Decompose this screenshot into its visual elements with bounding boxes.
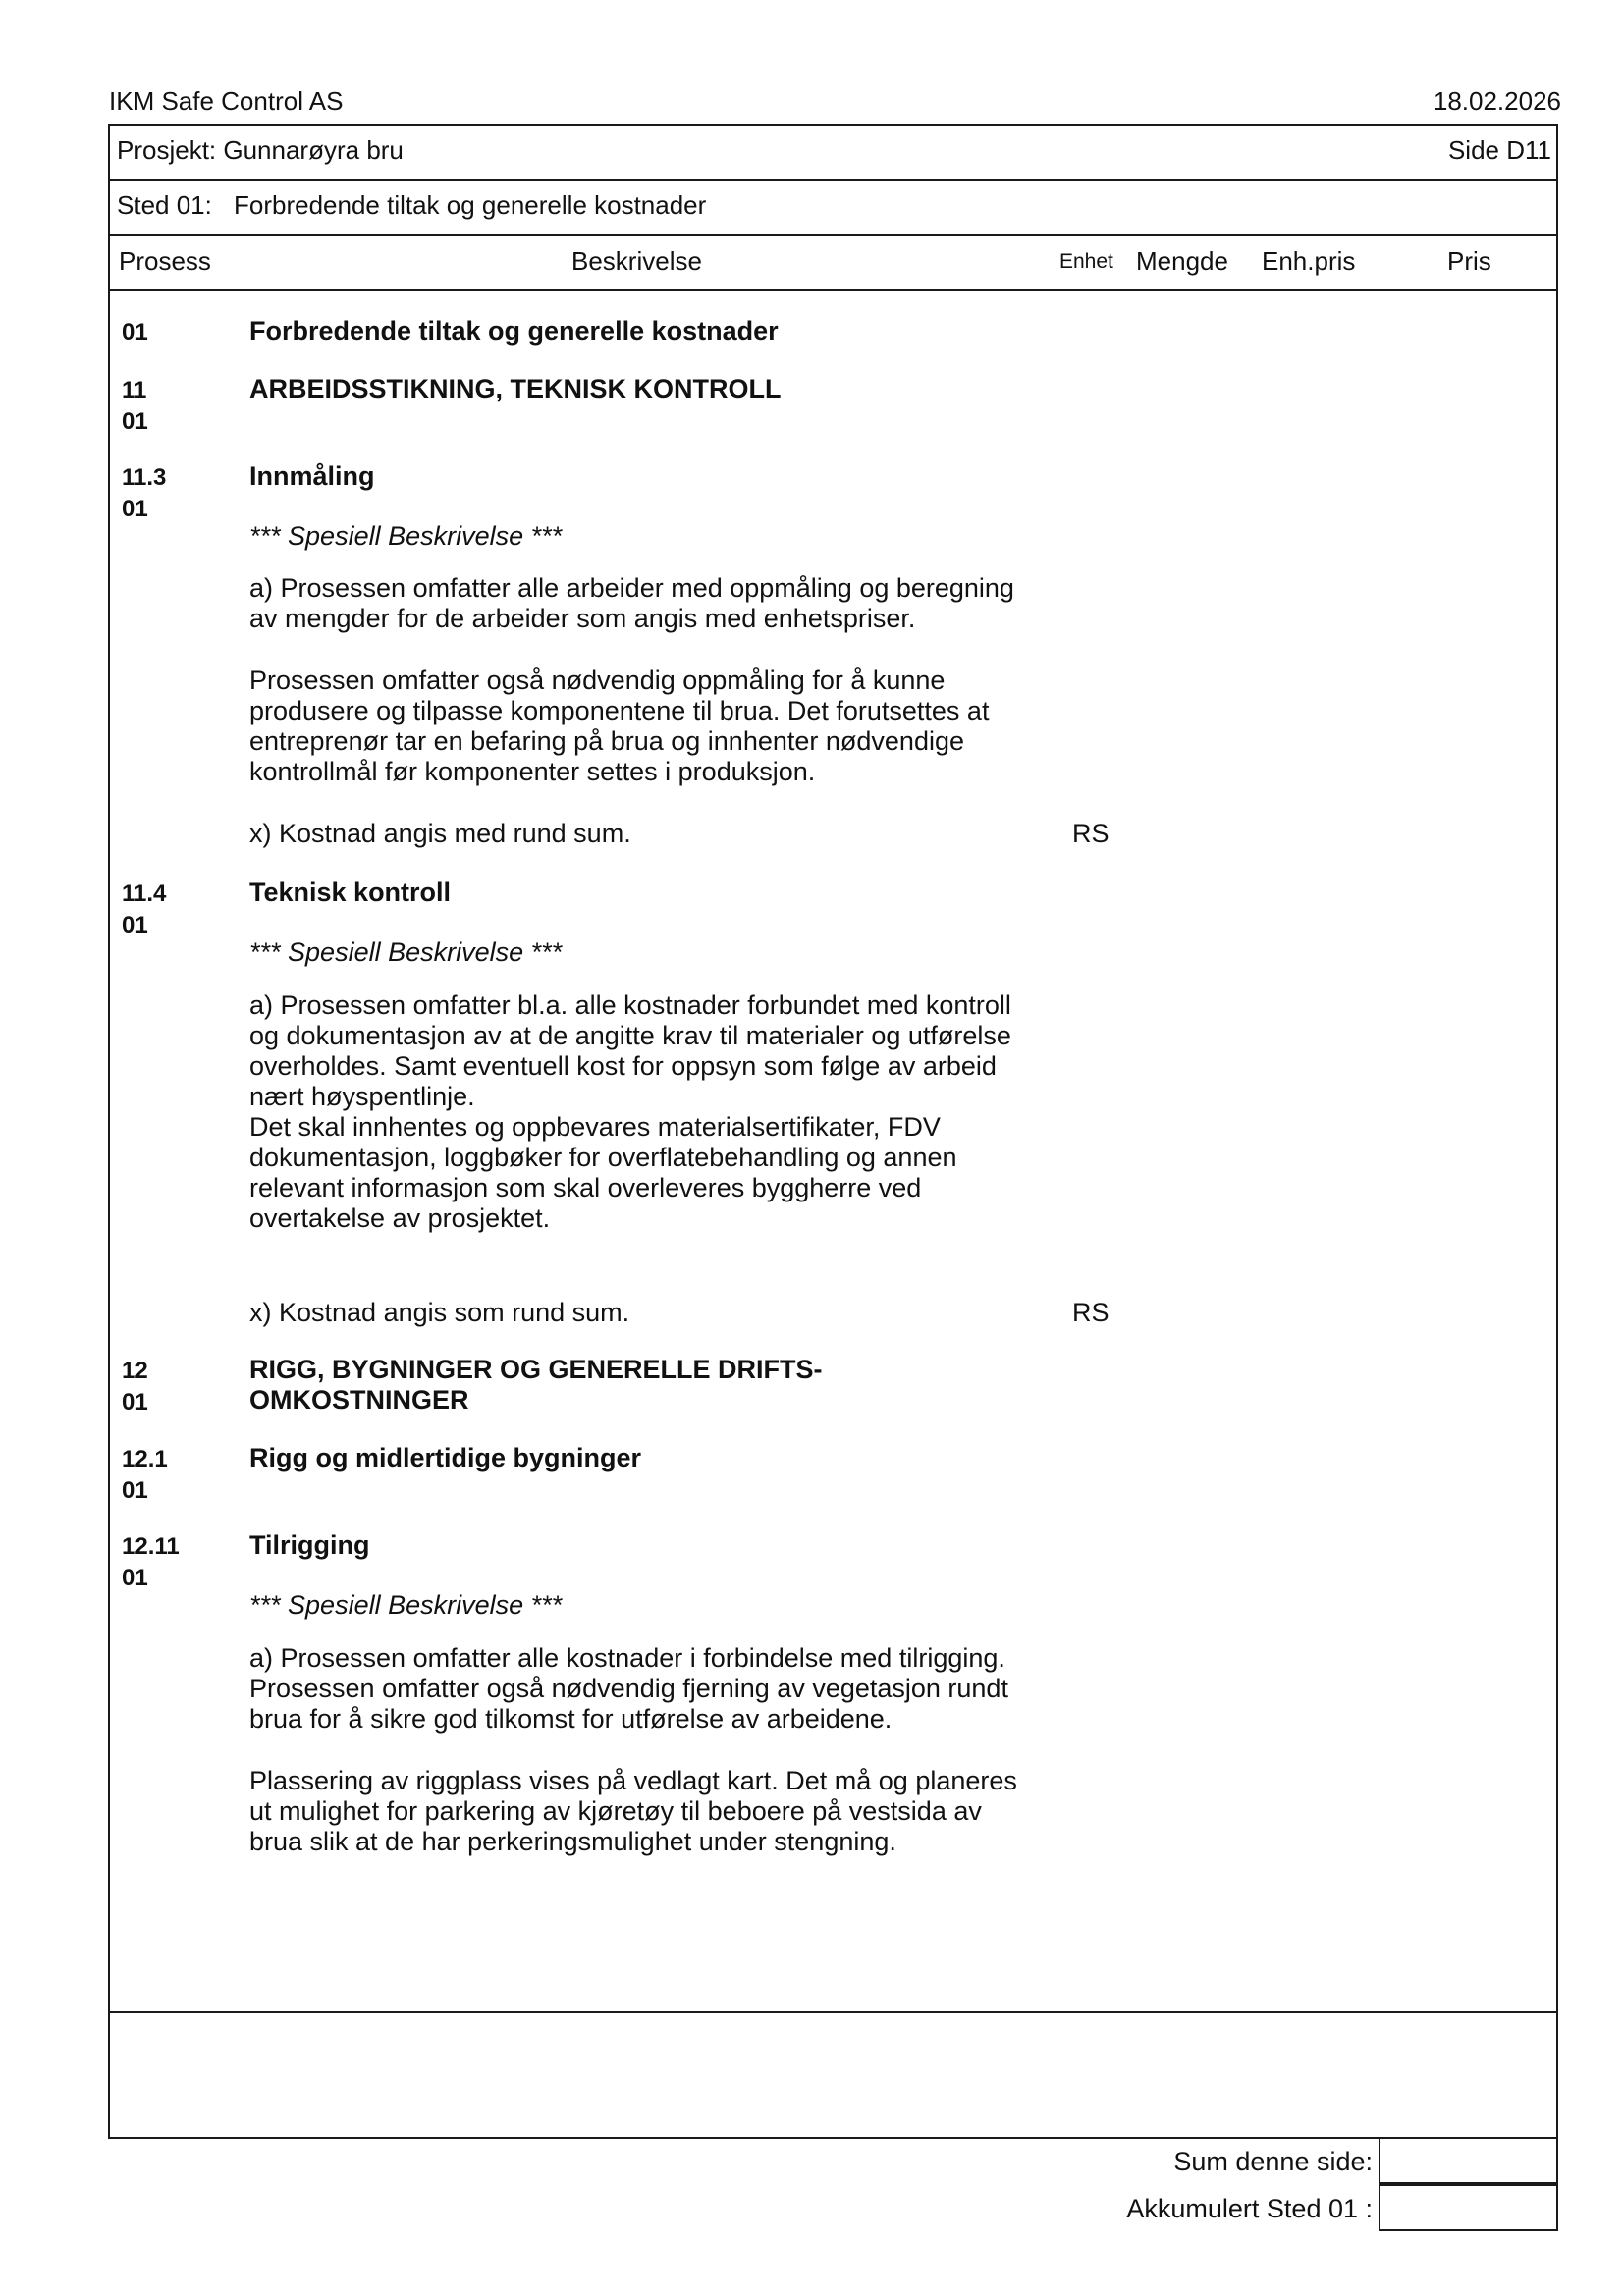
description-line: kontrollmål før komponenter settes i produksjon. (249, 757, 816, 786)
process-subcode: 01 (122, 912, 148, 938)
section-title: OMKOSTNINGER (249, 1385, 469, 1415)
process-code: 12.11 (122, 1533, 180, 1560)
special-description-label: *** Spesiell Beskrivelse *** (249, 521, 563, 551)
special-description-label: *** Spesiell Beskrivelse *** (249, 1590, 563, 1620)
description-line: Prosessen omfatter også nødvendig oppmåling for å kunne (249, 666, 946, 695)
accumulated-box (1379, 2184, 1558, 2231)
column-enhpris: Enh.pris (1262, 246, 1356, 276)
process-subcode: 01 (122, 1565, 148, 1591)
description-line: Prosessen omfatter også nødvendig fjerning av vegetasjon rundt (249, 1674, 1008, 1703)
cost-line: x) Kostnad angis med rund sum. (249, 819, 631, 848)
project-name: Prosjekt: Gunnarøyra bru (117, 135, 404, 165)
column-pris: Pris (1447, 246, 1491, 276)
process-subcode: 01 (122, 1389, 148, 1415)
description-line: Det skal innhentes og oppbevares materialsertifikater, FDV (249, 1112, 941, 1142)
section-title: Teknisk kontroll (249, 878, 452, 907)
company-name: IKM Safe Control AS (109, 86, 344, 116)
process-code: 01 (122, 319, 148, 346)
divider (110, 179, 1556, 181)
process-code: 12.1 (122, 1446, 168, 1472)
description-line: brua slik at de har perkeringsmulighet under stengning. (249, 1827, 896, 1856)
location-label: Sted 01: (117, 190, 212, 220)
section-title: ARBEIDSSTIKNING, TEKNISK KONTROLL (249, 374, 782, 403)
process-code: 12 (122, 1358, 148, 1384)
column-beskrivelse: Beskrivelse (571, 246, 702, 276)
page-number: Side D11 (1447, 135, 1551, 165)
description-line: Plassering av riggplass vises på vedlagt kart. Det må og planeres (249, 1766, 1017, 1795)
description-line: a) Prosessen omfatter alle kostnader i forbindelse med tilrigging. (249, 1643, 1005, 1673)
column-prosess: Prosess (119, 246, 211, 276)
special-description-label: *** Spesiell Beskrivelse *** (249, 937, 563, 967)
unit-value: RS (1072, 819, 1110, 848)
section-title: Forbredende tiltak og generelle kostnader (249, 316, 779, 346)
description-line: entreprenør tar en befaring på brua og innhenter nødvendige (249, 726, 964, 756)
description-line: nært høyspentlinje. (249, 1082, 475, 1111)
section-title: Innmåling (249, 461, 375, 491)
column-enhet: Enhet (1059, 250, 1113, 273)
sum-page-box (1379, 2137, 1558, 2184)
description-line: a) Prosessen omfatter bl.a. alle kostnader forbundet med kontroll (249, 990, 1011, 1020)
section-title: RIGG, BYGNINGER OG GENERELLE DRIFTS- (249, 1355, 823, 1384)
description-line: produsere og tilpasse komponentene til brua. Det forutsettes at (249, 696, 990, 725)
sum-page-label: Sum denne side: (1173, 2147, 1373, 2176)
process-subcode: 01 (122, 1477, 148, 1504)
accumulated-label: Akkumulert Sted 01 : (1126, 2194, 1373, 2223)
description-line: og dokumentasjon av at de angitte krav til materialer og utførelse (249, 1021, 1011, 1050)
process-subcode: 01 (122, 496, 148, 522)
divider (110, 234, 1556, 236)
section-title: Tilrigging (249, 1530, 370, 1560)
description-line: overtakelse av prosjektet. (249, 1203, 551, 1233)
divider (110, 289, 1556, 291)
description-line: a) Prosessen omfatter alle arbeider med oppmåling og beregning (249, 573, 1014, 603)
description-line: brua for å sikre god tilkomst for utførelse av arbeidene. (249, 1704, 893, 1734)
document-date: 18.02.2026 (1433, 86, 1561, 116)
process-code: 11 (122, 377, 147, 403)
process-code: 11.3 (122, 464, 167, 491)
unit-value: RS (1072, 1298, 1110, 1327)
location-title: Forbredende tiltak og generelle kostnader (234, 190, 707, 220)
process-code: 11.4 (122, 881, 167, 907)
description-line: relevant informasjon som skal overleveres byggherre ved (249, 1173, 922, 1202)
column-mengde: Mengde (1136, 246, 1228, 276)
description-line: dokumentasjon, loggbøker for overflatebehandling og annen (249, 1143, 957, 1172)
divider (110, 2011, 1556, 2013)
process-subcode: 01 (122, 408, 148, 435)
description-line: ut mulighet for parkering av kjøretøy til beboere på vestsida av (249, 1796, 982, 1826)
description-line: overholdes. Samt eventuell kost for oppsyn som følge av arbeid (249, 1051, 997, 1081)
description-line: av mengder for de arbeider som angis med enhetspriser. (249, 604, 916, 633)
cost-line: x) Kostnad angis som rund sum. (249, 1298, 630, 1327)
section-title: Rigg og midlertidige bygninger (249, 1443, 642, 1472)
